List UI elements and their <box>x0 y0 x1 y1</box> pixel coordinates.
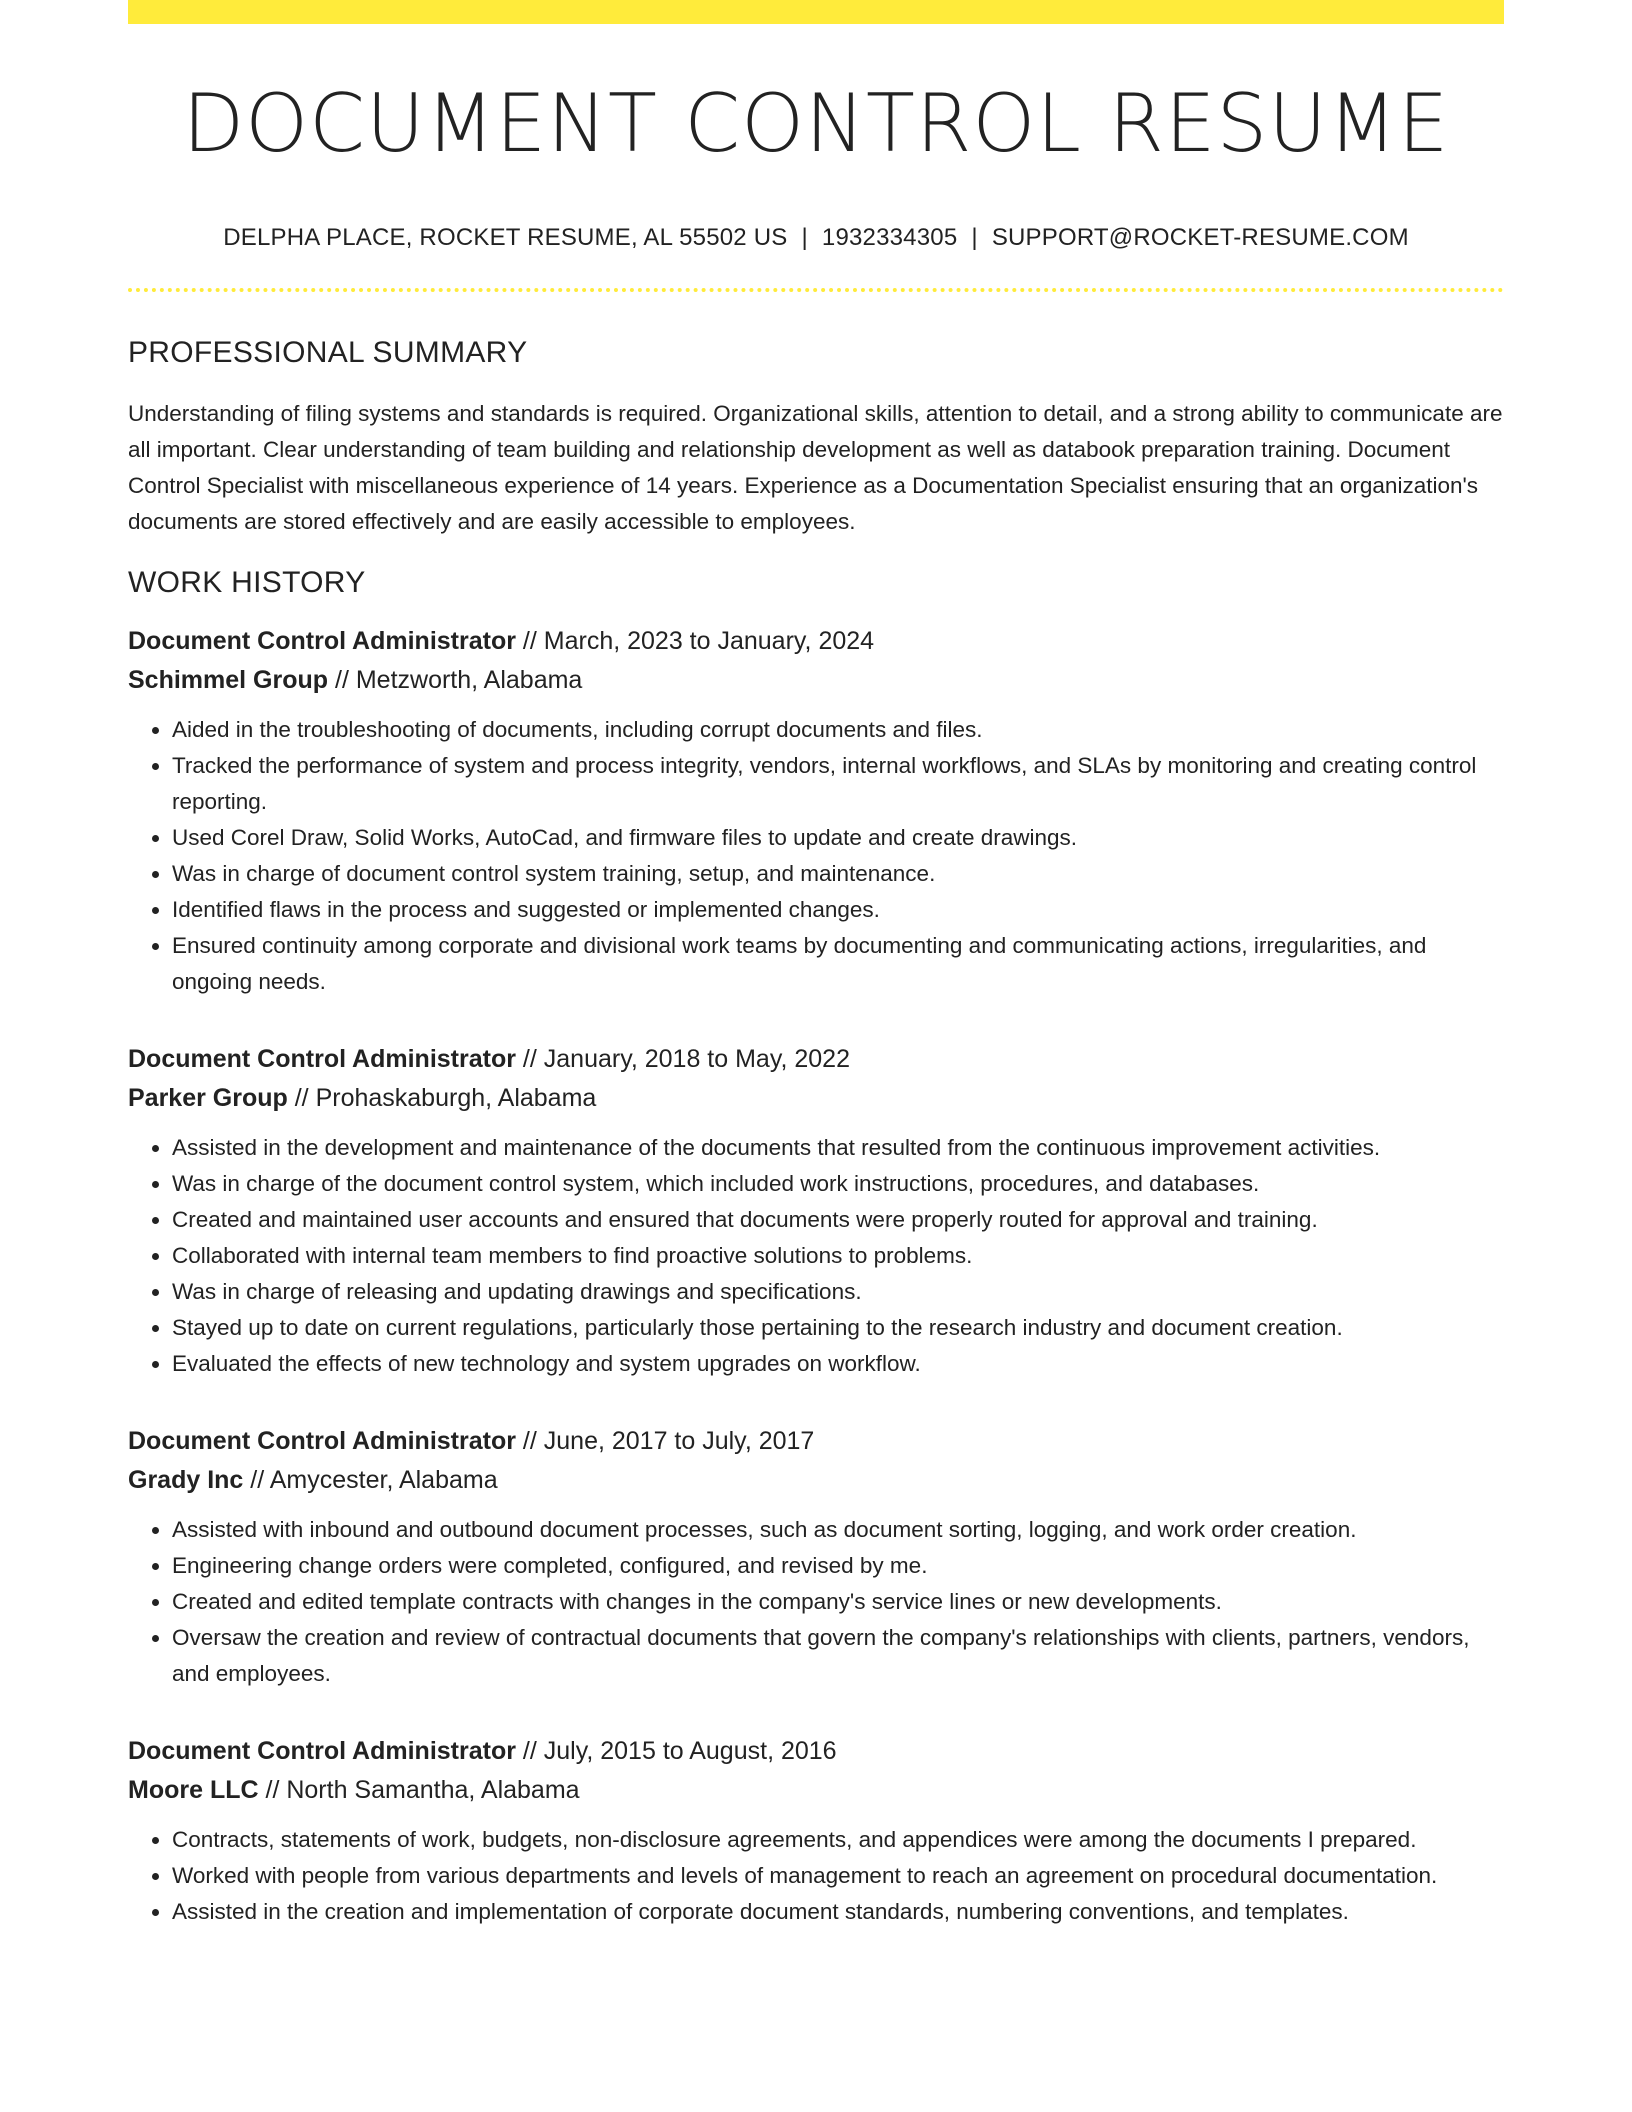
job-bullets <box>128 1130 1504 1382</box>
job-company: Moore LLC <box>128 1776 259 1804</box>
job-bullets <box>128 1822 1504 1930</box>
resume-title: DOCUMENT CONTROL RESUME <box>182 77 1450 170</box>
job-bullets <box>128 712 1504 1000</box>
job-company: Parker Group <box>128 1084 288 1112</box>
list-item: • Was in charge of the document control system, which included work instructions, procedures, and databases. <box>172 1166 1504 1202</box>
job-dates: // March, 2023 to January, 2024 <box>522 627 875 655</box>
list-item: • Created and edited template contracts with changes in the company's service lines or new developments. <box>172 1584 1504 1620</box>
list-item: • Was in charge of releasing and updating drawings and specifications. <box>172 1274 1504 1310</box>
job-entry <box>128 1422 1504 1692</box>
job-company-line <box>128 1461 1504 1500</box>
job-title-line <box>128 1732 1504 1771</box>
contact-address: DELPHA PLACE, ROCKET RESUME, AL 55502 US <box>223 224 788 251</box>
list-item: • Was in charge of document control system training, setup, and maintenance. <box>172 856 1504 892</box>
job-location: // Amycester, Alabama <box>250 1466 498 1494</box>
job-dates: // June, 2017 to July, 2017 <box>522 1427 815 1455</box>
job-title-line <box>128 1040 1504 1079</box>
list-item: • Contracts, statements of work, budgets, non-disclosure agreements, and appendices were among the documents I prepared. <box>172 1822 1504 1858</box>
list-item: • Tracked the performance of system and process integrity, vendors, internal workflows, and SLAs by monitoring and creating control reporting. <box>172 748 1504 820</box>
contact-separator: | <box>971 224 978 251</box>
list-item: • Identified flaws in the process and suggested or implemented changes. <box>172 892 1504 928</box>
summary-heading: PROFESSIONAL SUMMARY <box>128 336 528 369</box>
job-entry <box>128 1040 1504 1382</box>
job-entry <box>128 1732 1504 1930</box>
summary-text: Understanding of filing systems and standards is required. Organizational skills, attention to detail, and a strong ability to communicate are all important. Clear understanding of team building and relationship development as well as databook preparation training. Document Control Specialist with miscellaneous experience of 14 years. Experience as a Documentation Specialist ensuring that an organization's documents are stored effectively and are easily accessible to employees. <box>128 401 1503 534</box>
contact-separator: | <box>801 224 808 251</box>
list-item: • Used Corel Draw, Solid Works, AutoCad, and firmware files to update and create drawings. <box>172 820 1504 856</box>
job-title-line <box>128 1422 1504 1461</box>
job-company-line <box>128 1079 1504 1118</box>
list-item: • Stayed up to date on current regulations, particularly those pertaining to the research industry and document creation. <box>172 1310 1504 1346</box>
job-title: Document Control Administrator <box>128 1045 516 1073</box>
job-title: Document Control Administrator <box>128 627 516 655</box>
job-title-line <box>128 622 1504 661</box>
list-item: • Oversaw the creation and review of contractual documents that govern the company's relationships with clients, partners, vendors, and employees. <box>172 1620 1504 1692</box>
list-item: • Aided in the troubleshooting of documents, including corrupt documents and files. <box>172 712 1504 748</box>
work-history-heading: WORK HISTORY <box>128 566 366 599</box>
job-company-line <box>128 1771 1504 1810</box>
dotted-divider <box>128 288 1504 292</box>
contact-phone: 1932334305 <box>821 224 958 251</box>
job-company: Grady Inc <box>128 1466 244 1494</box>
job-title: Document Control Administrator <box>128 1427 516 1455</box>
list-item: • Engineering change orders were completed, configured, and revised by me. <box>172 1548 1504 1584</box>
job-bullets <box>128 1512 1504 1692</box>
job-location: // Prohaskaburgh, Alabama <box>294 1084 597 1112</box>
list-item: • Collaborated with internal team members to find proactive solutions to problems. <box>172 1238 1504 1274</box>
job-company-line <box>128 661 1504 700</box>
list-item: • Ensured continuity among corporate and divisional work teams by documenting and communicating actions, irregularities, and ongoing needs. <box>172 928 1504 1000</box>
job-location: // North Samantha, Alabama <box>265 1776 580 1804</box>
job-entry <box>128 622 1504 1000</box>
job-title: Document Control Administrator <box>128 1737 516 1765</box>
contact-line <box>128 224 1504 252</box>
list-item: • Evaluated the effects of new technology and system upgrades on workflow. <box>172 1346 1504 1382</box>
job-company: Schimmel Group <box>128 666 329 694</box>
resume-page <box>128 0 1504 1930</box>
list-item: • Worked with people from various departments and levels of management to reach an agreement on procedural documentation. <box>172 1858 1504 1894</box>
list-item: • Assisted in the creation and implementation of corporate document standards, numbering conventions, and templates. <box>172 1894 1504 1930</box>
job-dates: // July, 2015 to August, 2016 <box>522 1737 837 1765</box>
job-dates: // January, 2018 to May, 2022 <box>522 1045 850 1073</box>
job-location: // Metzworth, Alabama <box>335 666 583 694</box>
list-item: • Assisted with inbound and outbound document processes, such as document sorting, logging, and work order creation. <box>172 1512 1504 1548</box>
list-item: • Created and maintained user accounts and ensured that documents were properly routed for approval and training. <box>172 1202 1504 1238</box>
list-item: • Assisted in the development and maintenance of the documents that resulted from the continuous improvement activities. <box>172 1130 1504 1166</box>
contact-email: SUPPORT@ROCKET-RESUME.COM <box>991 224 1409 251</box>
accent-bar <box>128 0 1504 24</box>
